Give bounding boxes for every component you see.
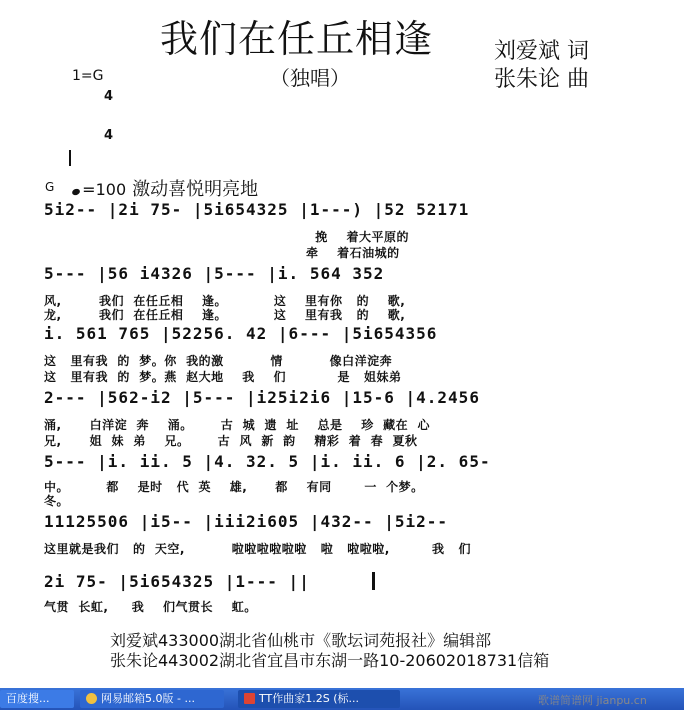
lyric-row-3b: 这 里有我 的 梦。燕 赵大地 我 们 是 姐妹弟 (44, 370, 402, 384)
time-signature-top: 4 (104, 89, 114, 104)
lyric-row-6a: 这里就是我们 的 天空, 啦啦啦啦啦啦 啦 啦啦啦, 我 们 (44, 542, 471, 556)
final-barline (372, 572, 375, 590)
browser-icon (86, 693, 97, 704)
lyric-row-3a: 这 里有我 的 梦。你 我的激 情 像白洋淀奔 (44, 354, 393, 368)
taskbar-item-baidu[interactable] (0, 690, 74, 708)
watermark: 歌谱简谱网 jianpu.cn (538, 694, 647, 707)
song-subtitle: （独唱） (270, 66, 350, 90)
composer-credit: 张朱论 曲 (494, 67, 589, 92)
notation-row-1: 5i2-- |2i 75- |5i654325 |1---) |52 52171 (44, 200, 470, 219)
lyric-row-4b: 兄, 姐 妹 弟 兄。 古 风 新 韵 精彩 着 春 夏秋 (44, 434, 418, 448)
taskbar-item-composer[interactable] (238, 690, 400, 708)
lyric-row-5a: 中。 都 是时 代 英 雄, 都 有同 一 个梦。 (44, 480, 424, 494)
taskbar-item-label: 百度搜... (6, 692, 50, 705)
contact-line-2: 张朱论443002湖北省宜昌市东湖一路10-20602018731信箱 (110, 651, 550, 670)
taskbar-item-mail[interactable] (80, 690, 224, 708)
quarter-note-icon (71, 188, 81, 196)
lyric-row-4a: 涌, 白洋淀 奔 涌。 古 城 遗 址 总是 珍 藏在 心 (44, 418, 430, 432)
lyric-row-2a: 风, 我们 在任丘相 逢。 这 里有你 的 歌, (44, 294, 406, 308)
tempo-marking (62, 156, 258, 201)
lyric-row-7a: 气贯 长虹, 我 们气贯长 虹。 (44, 600, 257, 614)
lyric-row-5b: 冬。 (44, 494, 70, 508)
notation-row-4: 2--- |562-i2 |5--- |i25i2i6 |15-6 |4.2456 (44, 388, 480, 407)
notation-row-3: i. 561 765 |52256. 42 |6--- |5i654356 (44, 324, 438, 343)
key-signature: 1=G (72, 68, 104, 84)
chord-symbol: G (45, 180, 55, 194)
song-title: 我们在任丘相逢 (160, 17, 434, 61)
notation-row-6: 11125506 |i5-- |iii2i605 |432-- |5i2-- (44, 512, 449, 531)
notation-row-7: 2i 75- |5i654325 |1--- || (44, 572, 310, 591)
time-signature-bottom: 4 (104, 128, 114, 143)
mood-marking: 激动喜悦明亮地 (132, 179, 259, 200)
notation-row-5: 5--- |i. ii. 5 |4. 32. 5 |i. ii. 6 |2. 65- (44, 452, 491, 471)
time-signature (104, 64, 113, 155)
lyric-row-1a: 挽 着大平原的 (44, 230, 410, 244)
contact-line-1: 刘爱斌433000湖北省仙桃市《歌坛词苑报社》编辑部 (110, 631, 492, 650)
app-icon (244, 693, 255, 704)
tempo-value: =100 (82, 180, 127, 199)
lyricist-credit: 刘爱斌 词 (494, 39, 589, 64)
lyric-row-2b: 龙, 我们 在任丘相 逢。 这 里有我 的 歌, (44, 308, 406, 322)
taskbar-item-label: 网易邮箱5.0版 - ... (101, 692, 195, 705)
notation-row-2: 5--- |56 i4326 |5--- |i. 564 352 (44, 264, 385, 283)
taskbar-item-label: TT作曲家1.2S (标... (259, 692, 359, 705)
lyric-row-1b: 牵 着石油城的 (44, 246, 400, 260)
